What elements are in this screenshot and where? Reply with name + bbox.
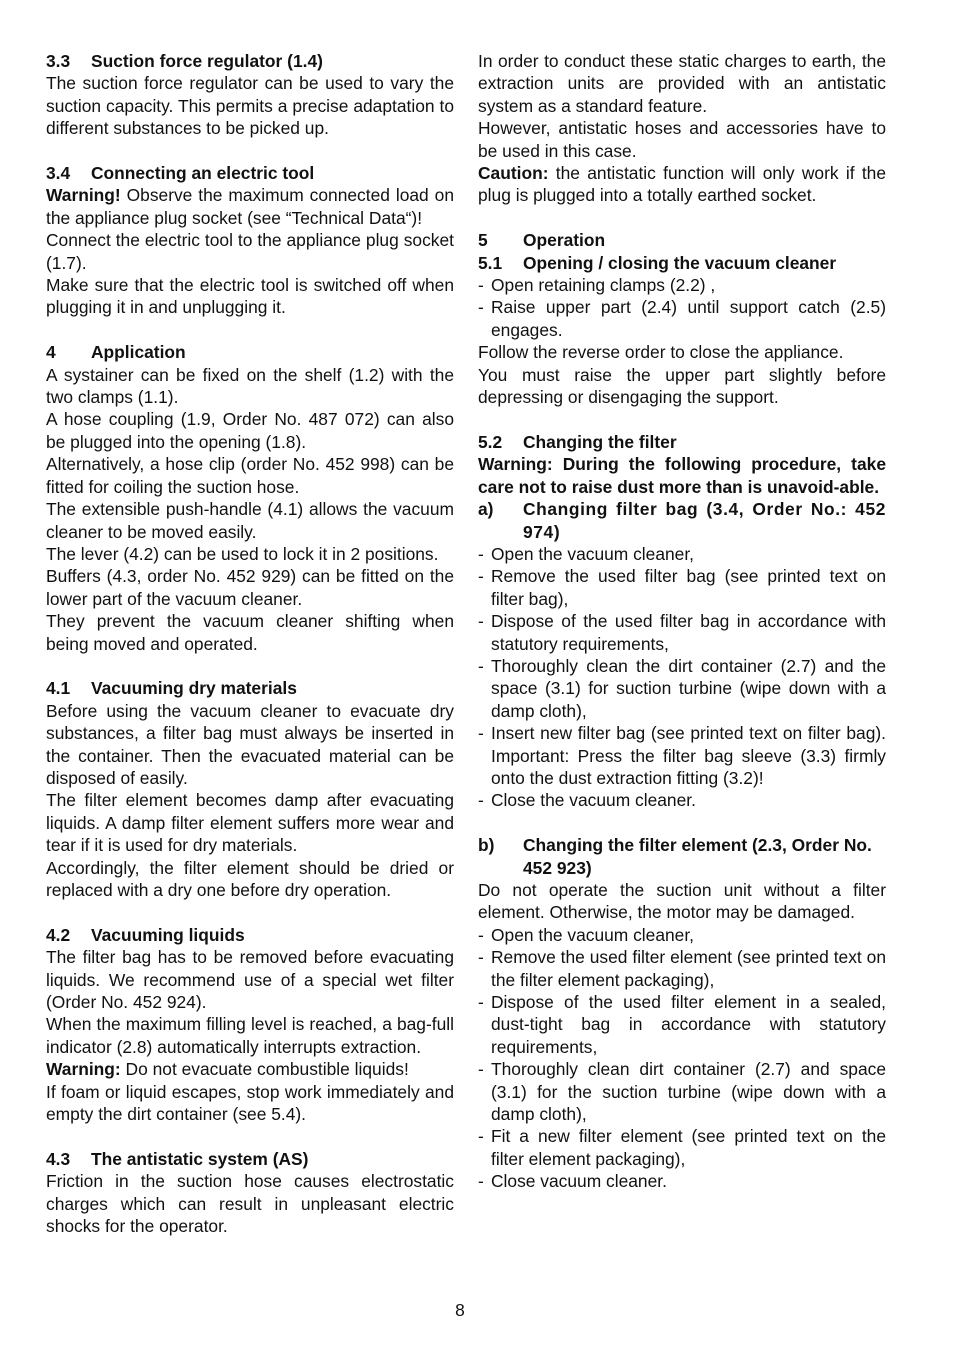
- section-number: 4.2: [46, 924, 71, 945]
- section-title: Application: [91, 342, 186, 363]
- subsection-number: a): [478, 499, 494, 520]
- section-number: 5: [478, 230, 488, 251]
- paragraph: Make sure that the electric tool is switched off when plugging it in and unplugging it.: [46, 275, 454, 318]
- paragraph: Accordingly, the filter element should be dried or replaced with a dry one before dry operation.: [46, 857, 454, 900]
- section-heading: [46, 162, 454, 184]
- subsection-title: Changing the filter element (2.3, Order No. 452 923): [523, 835, 872, 878]
- list-item: - Remove the used filter element (see printed text on the filter element packaging),: [478, 947, 886, 990]
- right-column: [478, 50, 886, 1193]
- list-item: - Dispose of the used filter bag in accordance with statutory requirements,: [478, 611, 886, 654]
- section-heading: [46, 677, 454, 699]
- caution-text: the antistatic function will only work if the plug is plugged into a totally earthed socket.: [478, 163, 886, 206]
- warning-paragraph: [46, 1058, 454, 1080]
- section-title: Changing the filter: [523, 431, 677, 452]
- bullet-list: [478, 543, 886, 812]
- warning-text: Observe the maximum connected load on the appliance plug socket (see “Technical Data“)!: [46, 185, 454, 228]
- warning-label: Warning:: [46, 1059, 121, 1080]
- list-item: - Open the vacuum cleaner,: [478, 924, 695, 945]
- bullet-list: [478, 924, 886, 1193]
- paragraph: In order to conduct these static charges to earth, the extraction units are provided with an antistatic system as a standard feature.: [478, 51, 886, 116]
- section-heading: [478, 431, 886, 453]
- list-item: - Close the vacuum cleaner.: [478, 790, 696, 811]
- section-number: 4.3: [46, 1148, 71, 1169]
- section-number: 3.3: [46, 51, 71, 71]
- section-title: Connecting an electric tool: [91, 163, 315, 184]
- paragraph: Follow the reverse order to close the appliance.: [478, 342, 844, 363]
- paragraph: Before using the vacuum cleaner to evacuate dry substances, a filter bag must always be inserted in the container. Then the evacuated material can be disposed of easily.: [46, 700, 454, 788]
- section-number: 5.1: [478, 252, 503, 273]
- list-item: - Insert new filter bag (see printed text on filter bag). Important: Press the filter bag sleeve (3.3) firmly onto the dust extraction fitting (3.2)!: [478, 723, 886, 788]
- section-heading: [478, 229, 886, 251]
- paragraph: If foam or liquid escapes, stop work immediately and empty the dirt container (see 5.4).: [46, 1081, 454, 1125]
- list-item: - Dispose of the used filter element in a sealed, dust-tight bag in accordance with statutory requirements,: [478, 992, 886, 1057]
- paragraph: Connect the electric tool to the appliance plug socket (1.7).: [46, 230, 454, 273]
- section-number: 4: [46, 342, 56, 363]
- section-number: 5.2: [478, 431, 503, 452]
- paragraph: When the maximum filling level is reached, a bag-full indicator (2.8) automatically interrupts extraction.: [46, 1014, 454, 1057]
- section-title: Operation: [523, 230, 606, 251]
- subsection-number: b): [478, 835, 495, 856]
- list-item: - Fit a new filter element (see printed text on the filter element packaging),: [478, 1126, 886, 1169]
- list-item: - Raise upper part (2.4) until support catch (2.5) engages.: [478, 297, 886, 340]
- section-title: Vacuuming liquids: [91, 924, 245, 945]
- warning-paragraph: Warning: During the following procedure, take care not to raise dust more than is unavoid-able.: [478, 454, 886, 497]
- paragraph: The filter element becomes damp after evacuating liquids. A damp filter element suffers more wear and tear if it is used for dry materials.: [46, 790, 454, 856]
- paragraph: The extensible push-handle (4.1) allows the vacuum cleaner to be moved easily.: [46, 499, 454, 542]
- subsection-heading: [478, 498, 886, 543]
- page-number: 8: [455, 1300, 465, 1320]
- section-heading: [46, 924, 454, 946]
- list-item: - Close vacuum cleaner.: [478, 1171, 667, 1192]
- paragraph: They prevent the vacuum cleaner shifting when being moved and operated.: [46, 611, 454, 654]
- caution-label: Caution:: [478, 163, 549, 184]
- paragraph: Do not operate the suction unit without a filter element. Otherwise, the motor may be damaged.: [478, 879, 886, 923]
- subsection-title: Changing filter bag (3.4, Order No.: 452 974): [523, 499, 886, 542]
- paragraph: You must raise the upper part slightly before depressing or disengaging the support.: [478, 364, 886, 408]
- bullet-list: [478, 274, 886, 341]
- section-title: Opening / closing the vacuum cleaner: [523, 252, 837, 273]
- section-heading: [46, 50, 454, 72]
- paragraph: Buffers (4.3, order No. 452 929) can be fitted on the lower part of the vacuum cleaner.: [46, 566, 454, 609]
- paragraph: A hose coupling (1.9, Order No. 487 072) can also be plugged into the opening (1.8).: [46, 409, 454, 452]
- subsection-heading: [478, 834, 886, 879]
- paragraph: However, antistatic hoses and accessories have to be used in this case.: [478, 118, 886, 161]
- paragraph: The lever (4.2) can be used to lock it in 2 positions.: [46, 543, 439, 564]
- section-title: The antistatic system (AS): [91, 1148, 309, 1169]
- paragraph: A systainer can be fixed on the shelf (1.2) with the two clamps (1.1).: [46, 364, 454, 408]
- warning-text: Do not evacuate combustible liquids!: [120, 1059, 409, 1080]
- caution-paragraph: [478, 162, 886, 207]
- paragraph: The filter bag has to be removed before evacuating liquids. We recommend use of a special wet filter (Order No. 452 924).: [46, 947, 454, 1012]
- warning-label: Warning!: [46, 185, 121, 206]
- section-title: Suction force regulator (1.4): [91, 51, 323, 71]
- section-heading: [46, 341, 454, 363]
- warning-paragraph: [46, 184, 454, 229]
- section-title: Vacuuming dry materials: [91, 678, 297, 699]
- list-item: - Thoroughly clean the dirt container (2.7) and the space (3.1) for suction turbine (wipe down with a damp cloth),: [478, 655, 886, 721]
- left-column: [46, 50, 454, 1237]
- section-heading: [478, 252, 886, 274]
- list-item: - Thoroughly clean dirt container (2.7) and space (3.1) for the suction turbine (wipe down with a damp cloth),: [478, 1059, 886, 1125]
- section-number: 3.4: [46, 163, 71, 184]
- section-heading: [46, 1148, 454, 1170]
- paragraph: Alternatively, a hose clip (order No. 452 998) can be fitted for coiling the suction hose.: [46, 454, 454, 497]
- paragraph: The suction force regulator can be used to vary the suction capacity. This permits a precise adaptation to different substances to be picked up.: [46, 73, 454, 139]
- list-item: - Open retaining clamps (2.2) ,: [478, 275, 716, 296]
- section-number: 4.1: [46, 678, 71, 699]
- list-item: - Open the vacuum cleaner,: [478, 543, 695, 564]
- list-item: - Remove the used filter bag (see printed text on filter bag),: [478, 566, 886, 609]
- paragraph: Friction in the suction hose causes electrostatic charges which can result in unpleasant electric shocks for the operator.: [46, 1171, 454, 1237]
